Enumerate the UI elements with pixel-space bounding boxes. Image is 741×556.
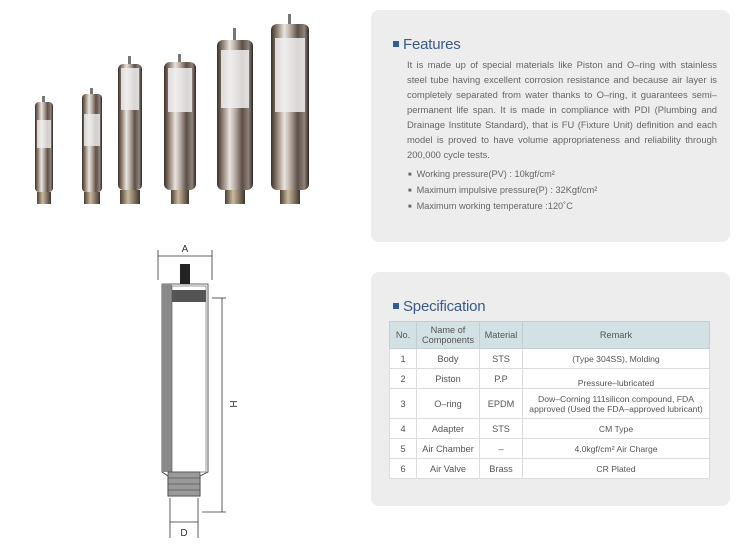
specification-title: Specification [393, 298, 485, 315]
dim-label-h: H [227, 400, 238, 408]
dim-label-a: A [181, 244, 189, 255]
features-panel [371, 10, 730, 242]
header-remark: Remark [523, 322, 710, 349]
bullet-square-icon [393, 41, 399, 47]
table-row: 5 Air Chamber – 4.0kgf/cm² Air Charge [390, 439, 710, 459]
cylinder-5 [217, 28, 253, 204]
table-row: 1 Body STS (Type 304SS), Molding [390, 349, 710, 369]
features-title: Features [393, 36, 461, 53]
table-row: 6 Air Valve Brass CR Plated [390, 459, 710, 479]
header-no: No. [390, 322, 417, 349]
header-name: Name of Components [417, 322, 480, 349]
wall-left-hatch [162, 284, 172, 472]
cylinder-4 [164, 54, 196, 204]
dim-label-d: D [180, 528, 188, 539]
table-row: 3 O–ring EPDM Dow–Corning 111silicon compound, FDA approved (Used the FDA–approved lubricant) [390, 389, 710, 419]
cylinder-6 [271, 14, 309, 204]
piston [172, 290, 206, 302]
feature-bullet: ■ Maximum impulsive pressure(P) : 32Kgf/cm² [408, 183, 597, 199]
table-header-row [390, 322, 710, 349]
table-row: 4 Adapter STS CM Type [390, 419, 710, 439]
cross-section-diagram [140, 240, 260, 550]
air-valve [180, 264, 190, 284]
features-paragraph: It is made up of special materials like Piston and O–ring with stainless steel tube having excellent corrosion resistance and because air layer is completely separated from water thanks to O–ring, it guarantees semi–permanent life span. It is made in compliance with PDI (Plumbing and Drainage Institute Standard), that is FU (Fixture Unit) definition and each model is proved to have volume appropriateness and reliability through 200,000 cycle tests. [407, 59, 717, 160]
features-list [408, 167, 597, 215]
feature-bullet: ■ Working pressure(PV) : 10kgf/cm² [408, 167, 597, 183]
table-row: 2 Piston P.P Pressure–lubricated [390, 369, 710, 389]
cylinder-3 [118, 56, 142, 204]
specification-panel [371, 272, 730, 506]
bullet-square-icon [393, 303, 399, 309]
cylinder-1 [35, 96, 53, 204]
header-material: Material [480, 322, 523, 349]
feature-bullet: ■ Maximum working temperature :120˚C [408, 199, 597, 215]
product-photo [30, 10, 350, 210]
specification-table [389, 321, 710, 479]
cylinder-2 [82, 88, 102, 204]
